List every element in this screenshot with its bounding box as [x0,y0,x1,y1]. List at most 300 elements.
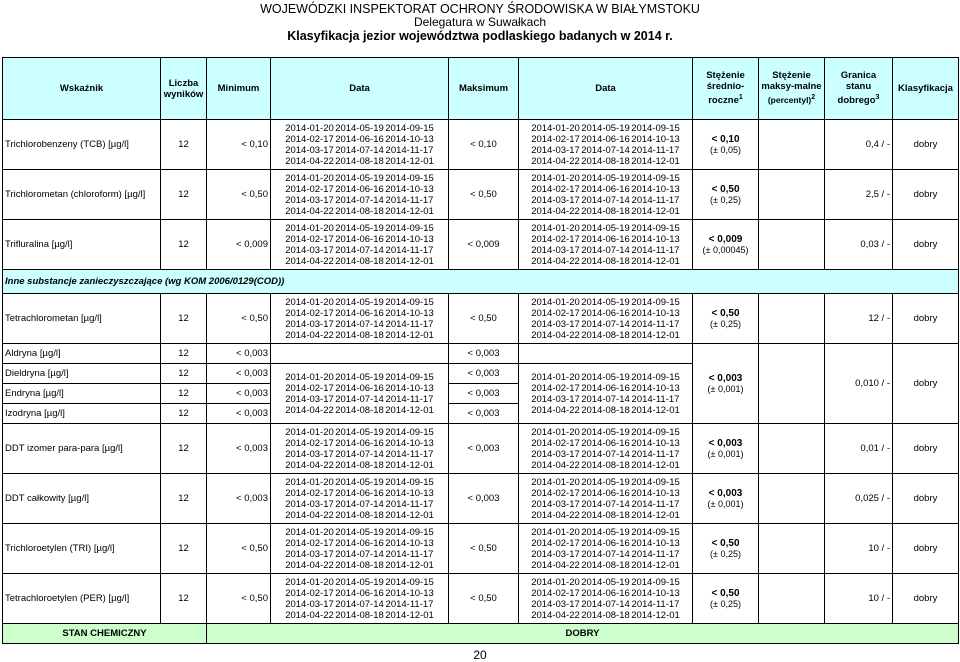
date-cell: 2014-11-17 [631,498,680,510]
date-cell: 2014-02-17 [285,183,334,195]
table-row [3,170,959,220]
min-cell: < 0,50 [207,170,271,220]
date-cell: 2014-12-01 [385,205,434,217]
date-cell: 2014-11-17 [385,393,434,405]
date-cell: 2014-04-22 [285,155,334,167]
col-maksimum: Maksimum [449,58,519,120]
col-wskaznik: Wskaźnik [3,58,161,120]
date-cell: 2014-01-20 [285,172,334,184]
date-cell: 2014-01-20 [531,122,580,134]
count-cell: 12 [161,364,207,384]
date-cell: 2014-06-16 [581,382,630,394]
date-cell: 2014-03-17 [285,548,334,560]
date-cell: 2014-09-15 [385,222,434,234]
date-cell: 2014-05-19 [581,122,630,134]
date-cell: 2014-10-13 [631,487,680,499]
min-cell: < 0,003 [207,364,271,384]
date-cell: 2014-02-17 [531,437,580,449]
stan-chemiczny-label: STAN CHEMICZNY [3,624,207,644]
max-cell: < 0,50 [449,170,519,220]
date-cell: 2014-05-19 [335,172,384,184]
count-cell: 12 [161,574,207,624]
date-cell: 2014-09-15 [385,576,434,588]
classification-table [2,57,959,644]
count-cell: 12 [161,524,207,574]
date-cell: 2014-05-19 [581,476,630,488]
date-cell: 2014-02-17 [531,487,580,499]
date-cell: 2014-04-22 [531,255,580,267]
date-cell: 2014-07-14 [335,318,384,330]
date-cell: 2014-09-15 [631,122,680,134]
date-cell: 2014-02-17 [531,133,580,145]
date-cell: 2014-05-19 [335,576,384,588]
date-cell: 2014-01-20 [285,371,334,383]
date-cell: 2014-04-22 [285,559,334,571]
date-cell: 2014-06-16 [581,133,630,145]
date-cell: 2014-08-18 [581,559,630,571]
date-cell: 2014-03-17 [531,244,580,256]
date-cell: 2014-11-17 [631,194,680,206]
date-cell: 2014-01-20 [285,476,334,488]
col-data1: Data [271,58,449,120]
substance-name: Trichlorometan (chloroform) [µg/l] [3,170,161,220]
klas-cell: dobry [893,220,959,270]
table-row [3,574,959,624]
date-cell: 2014-01-20 [531,426,580,438]
date-cell: 2014-08-18 [581,255,630,267]
date-cell: 2014-04-22 [531,459,580,471]
date-cell: 2014-12-01 [631,205,680,217]
limit-cell: 0,01 / - [825,424,893,474]
date-cell: 2014-10-13 [385,183,434,195]
table-row [3,344,959,364]
date-cell: 2014-01-20 [285,526,334,538]
table-row [3,120,959,170]
maks-cell [759,220,825,270]
dates-min [271,424,449,474]
date-cell: 2014-05-19 [581,172,630,184]
date-cell: 2014-08-18 [335,329,384,341]
date-cell: 2014-06-16 [335,587,384,599]
klas-cell: dobry [893,574,959,624]
date-cell: 2014-11-17 [631,598,680,610]
dates-max [519,170,693,220]
dates-min [271,524,449,574]
col-srednio: Stężenie średnio-roczne$^1$ [693,58,759,120]
date-cell: 2014-02-17 [531,587,580,599]
limit-cell: 10 / - [825,574,893,624]
date-cell: 2014-02-17 [531,382,580,394]
date-cell: 2014-04-22 [531,609,580,621]
date-cell: 2014-02-17 [531,183,580,195]
date-cell: 2014-03-17 [531,144,580,156]
avg-cell: < 0,003 (± 0,001) [693,424,759,474]
count-cell: 12 [161,170,207,220]
date-cell: 2014-11-17 [385,144,434,156]
date-cell: 2014-07-14 [581,244,630,256]
date-cell: 2014-08-18 [581,609,630,621]
date-cell: 2014-12-01 [385,509,434,521]
date-cell: 2014-07-14 [335,598,384,610]
date-cell: 2014-08-18 [581,459,630,471]
limit-cell: 0,03 / - [825,220,893,270]
table-row [3,220,959,270]
date-cell: 2014-12-01 [631,155,680,167]
col-granica: Granica stanu dobrego$^3$ [825,58,893,120]
page-number: 20 [473,648,487,662]
substance-name: Tetrachlorometan [µg/l] [3,294,161,344]
min-cell: < 0,003 [207,344,271,364]
date-cell: 2014-09-15 [631,296,680,308]
avg-cell: < 0,003 (± 0,001) [693,344,759,424]
date-cell: 2014-10-13 [631,233,680,245]
date-cell: 2014-02-17 [531,233,580,245]
date-cell: 2014-11-17 [631,318,680,330]
date-cell: 2014-05-19 [335,296,384,308]
date-cell: 2014-10-13 [631,133,680,145]
substance-name: Trichlorobenzeny (TCB) [µg/l] [3,120,161,170]
date-cell: 2014-07-14 [581,318,630,330]
date-cell: 2014-06-16 [581,537,630,549]
date-cell: 2014-11-17 [385,194,434,206]
dates-max [519,120,693,170]
date-cell: 2014-01-20 [531,526,580,538]
date-cell: 2014-06-16 [335,233,384,245]
avg-cell: < 0,50 (± 0,25) [693,170,759,220]
date-cell: 2014-10-13 [385,487,434,499]
min-cell: < 0,003 [207,474,271,524]
date-cell: 2014-03-17 [531,393,580,405]
date-cell: 2014-08-18 [581,404,630,416]
max-cell: < 0,003 [449,424,519,474]
date-cell: 2014-03-17 [285,393,334,405]
count-cell: 12 [161,404,207,424]
max-cell: < 0,009 [449,220,519,270]
date-cell: 2014-05-19 [335,426,384,438]
date-cell: 2014-03-17 [285,318,334,330]
date-cell: 2014-06-16 [581,183,630,195]
date-cell: 2014-08-18 [581,329,630,341]
date-cell: 2014-01-20 [531,172,580,184]
date-cell: 2014-10-13 [385,587,434,599]
date-cell: 2014-11-17 [385,244,434,256]
date-cell: 2014-11-17 [631,393,680,405]
col-maks: Stężenie maksy-malne (percentyl)$^2$ [759,58,825,120]
date-cell: 2014-04-22 [531,205,580,217]
date-cell: 2014-08-18 [581,155,630,167]
date-cell: 2014-12-01 [631,609,680,621]
summary-row [3,624,959,644]
col-liczba: Liczba wyników [161,58,207,120]
date-cell: 2014-01-20 [531,576,580,588]
date-cell: 2014-02-17 [285,487,334,499]
avg-cell: < 0,50 (± 0,25) [693,524,759,574]
date-cell: 2014-10-13 [631,382,680,394]
date-cell: 2014-07-14 [335,194,384,206]
dates-min [271,474,449,524]
avg-cell: < 0,50 (± 0,25) [693,294,759,344]
date-cell: 2014-10-13 [385,382,434,394]
dates-min [271,344,449,364]
date-cell: 2014-02-17 [285,537,334,549]
avg-cell: < 0,10 (± 0,05) [693,120,759,170]
count-cell: 12 [161,424,207,474]
substance-name: Trichloroetylen (TRI) [µg/l] [3,524,161,574]
date-cell: 2014-09-15 [631,576,680,588]
date-cell: 2014-06-16 [335,437,384,449]
dates-max [519,364,693,424]
klas-cell: dobry [893,424,959,474]
maks-cell [759,120,825,170]
date-cell: 2014-03-17 [285,448,334,460]
date-cell: 2014-07-14 [581,144,630,156]
date-cell: 2014-08-18 [335,255,384,267]
date-cell: 2014-04-22 [285,205,334,217]
dates-max [519,474,693,524]
date-cell: 2014-12-01 [631,404,680,416]
limit-cell: 0,025 / - [825,474,893,524]
substance-name: DDT całkowity [µg/l] [3,474,161,524]
dates-max [519,574,693,624]
date-cell: 2014-10-13 [631,183,680,195]
date-cell: 2014-11-17 [385,548,434,560]
date-cell: 2014-03-17 [285,498,334,510]
date-cell: 2014-04-22 [531,404,580,416]
table-row [3,424,959,474]
date-cell: 2014-07-14 [581,194,630,206]
date-cell: 2014-11-17 [385,598,434,610]
table-row [3,294,959,344]
klas-cell: dobry [893,474,959,524]
date-cell: 2014-08-18 [335,609,384,621]
date-cell: 2014-02-17 [531,537,580,549]
date-cell: 2014-08-18 [335,509,384,521]
col-klasyfikacja: Klasyfikacja [893,58,959,120]
min-cell: < 0,003 [207,384,271,404]
date-cell: 2014-12-01 [631,329,680,341]
date-cell: 2014-03-17 [285,144,334,156]
date-cell: 2014-06-16 [581,587,630,599]
limit-cell: 12 / - [825,294,893,344]
date-cell: 2014-04-22 [285,255,334,267]
max-cell: < 0,003 [449,364,519,384]
date-cell: 2014-01-20 [531,296,580,308]
date-cell: 2014-07-14 [335,144,384,156]
date-cell: 2014-01-20 [531,371,580,383]
max-cell: < 0,50 [449,524,519,574]
date-cell: 2014-06-16 [335,183,384,195]
date-cell: 2014-06-16 [581,437,630,449]
date-cell: 2014-03-17 [531,194,580,206]
date-cell: 2014-10-13 [385,437,434,449]
date-cell: 2014-02-17 [285,307,334,319]
date-cell: 2014-02-17 [285,382,334,394]
section-row [3,270,959,294]
klas-cell: dobry [893,294,959,344]
dates-min [271,220,449,270]
date-cell: 2014-03-17 [285,244,334,256]
date-cell: 2014-03-17 [531,498,580,510]
date-cell: 2014-11-17 [631,548,680,560]
date-cell: 2014-12-01 [385,404,434,416]
substance-name: Trifluralina [µg/l] [3,220,161,270]
dates-max [519,220,693,270]
date-cell: 2014-03-17 [531,448,580,460]
maks-cell [759,424,825,474]
date-cell: 2014-01-20 [285,426,334,438]
min-cell: < 0,10 [207,120,271,170]
date-cell: 2014-11-17 [385,448,434,460]
maks-cell [759,294,825,344]
date-cell: 2014-06-16 [335,487,384,499]
date-cell: 2014-04-22 [285,609,334,621]
dates-max [519,344,693,364]
dates-max [519,424,693,474]
date-cell: 2014-08-18 [581,205,630,217]
klas-cell: dobry [893,120,959,170]
limit-cell: 2,5 / - [825,170,893,220]
max-cell: < 0,50 [449,294,519,344]
date-cell: 2014-02-17 [531,307,580,319]
limit-cell: 0,010 / - [825,344,893,424]
date-cell: 2014-12-01 [631,459,680,471]
date-cell: 2014-09-15 [631,222,680,234]
date-cell: 2014-12-01 [385,155,434,167]
min-cell: < 0,009 [207,220,271,270]
avg-cell: < 0,003 (± 0,001) [693,474,759,524]
date-cell: 2014-09-15 [631,476,680,488]
date-cell: 2014-07-14 [335,548,384,560]
limit-cell: 0,4 / - [825,120,893,170]
date-cell: 2014-07-14 [335,448,384,460]
dates-min [271,364,449,424]
date-cell: 2014-06-16 [581,307,630,319]
date-cell: 2014-01-20 [285,122,334,134]
substance-name: Tetrachloroetylen (PER) [µg/l] [3,574,161,624]
count-cell: 12 [161,294,207,344]
date-cell: 2014-09-15 [385,526,434,538]
substance-name: Endryna [µg/l] [3,384,161,404]
date-cell: 2014-05-19 [335,526,384,538]
date-cell: 2014-11-17 [631,448,680,460]
substance-name: Dieldryna [µg/l] [3,364,161,384]
date-cell: 2014-05-19 [581,371,630,383]
date-cell: 2014-05-19 [335,122,384,134]
klas-cell: dobry [893,170,959,220]
col-data2: Data [519,58,693,120]
date-cell: 2014-09-15 [385,122,434,134]
date-cell: 2014-08-18 [335,459,384,471]
date-cell: 2014-05-19 [335,476,384,488]
min-cell: < 0,50 [207,574,271,624]
date-cell: 2014-05-19 [581,296,630,308]
substance-name: DDT izomer para-para [µg/l] [3,424,161,474]
date-cell: 2014-02-17 [285,233,334,245]
avg-cell: < 0,50 (± 0,25) [693,574,759,624]
date-cell: 2014-12-01 [385,559,434,571]
max-cell: < 0,003 [449,384,519,404]
dates-min [271,170,449,220]
max-cell: < 0,003 [449,404,519,424]
date-cell: 2014-10-13 [631,537,680,549]
date-cell: 2014-04-22 [531,559,580,571]
date-cell: 2014-09-15 [631,526,680,538]
date-cell: 2014-05-19 [335,371,384,383]
date-cell: 2014-07-14 [581,598,630,610]
date-cell: 2014-07-14 [581,448,630,460]
avg-cell: < 0,009 (± 0,00045) [693,220,759,270]
dates-min [271,294,449,344]
date-cell: 2014-06-16 [335,537,384,549]
date-cell: 2014-10-13 [631,307,680,319]
substance-name: Aldryna [µg/l] [3,344,161,364]
date-cell: 2014-10-13 [385,307,434,319]
count-cell: 12 [161,220,207,270]
date-cell: 2014-01-20 [285,576,334,588]
count-cell: 12 [161,384,207,404]
dates-max [519,524,693,574]
date-cell: 2014-06-16 [335,382,384,394]
date-cell: 2014-07-14 [581,498,630,510]
date-cell: 2014-07-14 [335,244,384,256]
date-cell: 2014-03-17 [285,598,334,610]
stan-chemiczny-value: DOBRY [207,624,959,644]
date-cell: 2014-09-15 [385,426,434,438]
date-cell: 2014-06-16 [335,307,384,319]
date-cell: 2014-05-19 [335,222,384,234]
date-cell: 2014-08-18 [335,205,384,217]
count-cell: 12 [161,344,207,364]
maks-cell [759,344,825,424]
date-cell: 2014-11-17 [631,144,680,156]
section-label: Inne substancje zanieczyszczające (wg KOM 2006/0129(COD)) [3,270,959,294]
date-cell: 2014-08-18 [581,509,630,521]
table-row [3,474,959,524]
date-cell: 2014-10-13 [385,233,434,245]
table-header-row [3,58,959,120]
date-cell: 2014-07-14 [335,393,384,405]
date-cell: 2014-08-18 [335,559,384,571]
dates-min [271,120,449,170]
date-cell: 2014-08-18 [335,155,384,167]
date-cell: 2014-11-17 [631,244,680,256]
date-cell: 2014-04-22 [531,509,580,521]
date-cell: 2014-05-19 [581,576,630,588]
max-cell: < 0,50 [449,574,519,624]
date-cell: 2014-04-22 [285,459,334,471]
date-cell: 2014-06-16 [335,133,384,145]
date-cell: 2014-11-17 [385,498,434,510]
date-cell: 2014-12-01 [631,255,680,267]
maks-cell [759,524,825,574]
date-cell: 2014-09-15 [385,476,434,488]
date-cell: 2014-02-17 [285,587,334,599]
min-cell: < 0,003 [207,404,271,424]
header-line1: WOJEWÓDZKI INSPEKTORAT OCHRONY ŚRODOWISKA W BIAŁYMSTOKU [260,2,700,16]
date-cell: 2014-12-01 [631,509,680,521]
min-cell: < 0,50 [207,524,271,574]
date-cell: 2014-03-17 [531,548,580,560]
date-cell: 2014-05-19 [581,222,630,234]
date-cell: 2014-04-22 [531,155,580,167]
date-cell: 2014-09-15 [631,426,680,438]
date-cell: 2014-07-14 [581,548,630,560]
max-cell: < 0,003 [449,474,519,524]
date-cell: 2014-06-16 [581,233,630,245]
date-cell: 2014-03-17 [285,194,334,206]
date-cell: 2014-09-15 [385,371,434,383]
substance-name: Izodryna [µg/l] [3,404,161,424]
